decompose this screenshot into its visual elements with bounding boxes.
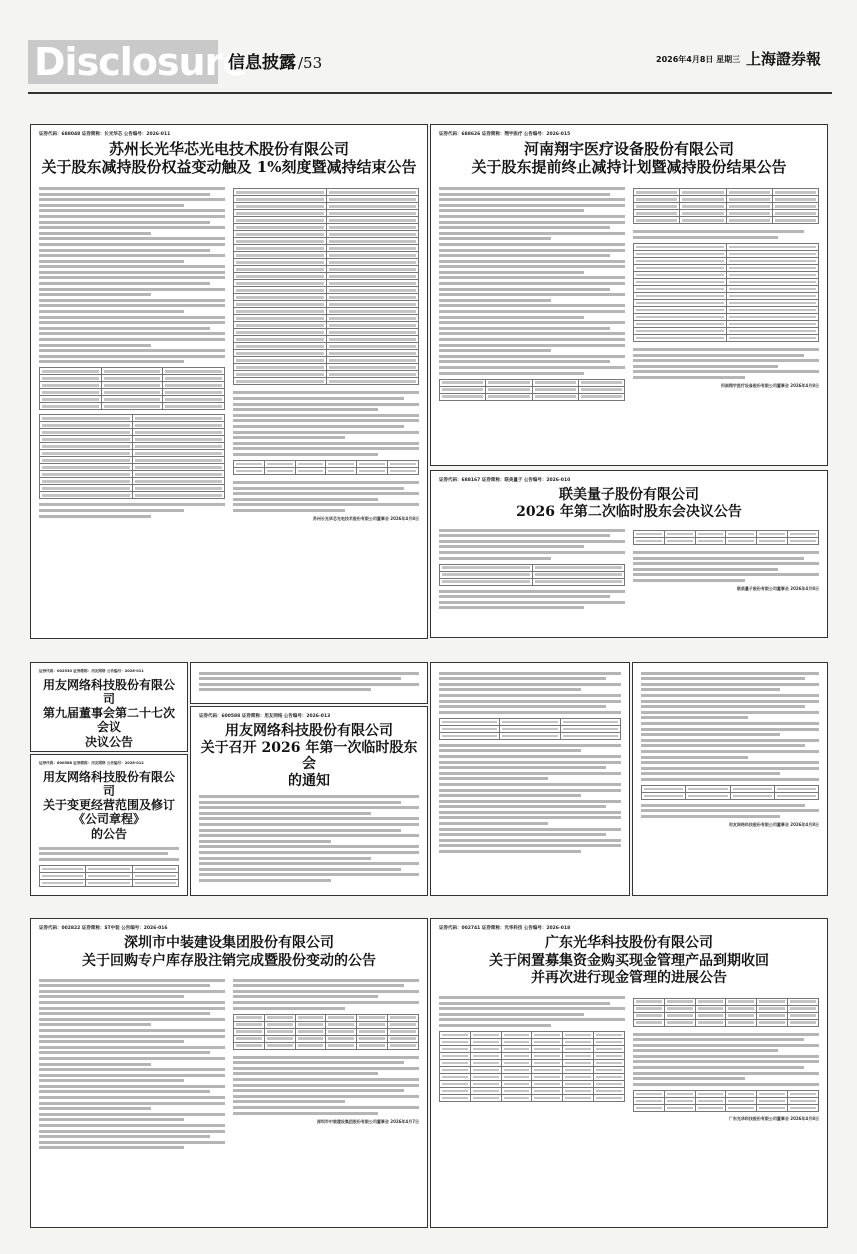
- announcement-title-line2: 的公告: [90, 826, 127, 841]
- voting-table: [633, 530, 819, 545]
- announcement-meta: 证券代码：002530 证券简称：用友网络 公告编号：2026-011: [39, 669, 144, 673]
- announcement-yonyou-charter: [30, 754, 188, 896]
- announcement-body: [39, 847, 179, 887]
- announcement-meeting-continued: [430, 662, 630, 896]
- announcement-notes: [233, 979, 419, 1010]
- announcement-signature: 河南翔宇医疗设备股份有限公司董事会 2026年4月8日: [720, 382, 819, 388]
- announcement-meta: 证券代码：600588 证券简称：用友网络 公告编号：2026-013: [199, 714, 331, 719]
- disclosure-logo: [28, 40, 248, 84]
- section-name: 信息披露: [228, 53, 296, 73]
- holder-concerted-table: [633, 188, 819, 224]
- announcement-title: 关于召开 2026 年第一次临时股东会: [200, 739, 418, 773]
- wealth-product-table: [439, 1031, 625, 1102]
- announcement-body: [641, 672, 819, 829]
- announcement-company: 联美量子股份有限公司: [559, 487, 699, 503]
- announcement-title: 关于闲置募集资金购买现金管理产品到期收回: [489, 952, 769, 969]
- announcement-company: 用友网络科技股份有限公司: [42, 770, 175, 799]
- holder-table: [439, 379, 625, 401]
- announcement-notes: [633, 551, 819, 582]
- announcement-title: 第九届董事会第二十七次会议: [42, 706, 175, 735]
- announcement-body: [39, 976, 225, 1152]
- announcement-closing: [633, 348, 819, 379]
- announcement-yonyou-continued: [190, 662, 428, 704]
- announcement-company: 深圳市中装建设集团股份有限公司: [124, 935, 334, 951]
- announcement-meta: 证券代码：600588 证券简称：用友网络 公告编号：2026-012: [39, 761, 144, 765]
- cumulative-table: [633, 1090, 819, 1112]
- announcement-body: [439, 672, 621, 853]
- announcement-zhongzhuang: [30, 918, 428, 1228]
- announcement-body: [439, 184, 625, 404]
- announcement-signature: 联美量子股份有限公司董事会 2026年4月8日: [736, 586, 819, 591]
- announcement-meta: 证券代码：688626 证券简称：翔宇医疗 公告编号：2026-015: [439, 132, 571, 137]
- announcement-company: 苏州长光华芯光电技术股份有限公司: [108, 140, 349, 158]
- announcement-title-line2: 决议公告: [84, 734, 133, 749]
- announcement-company: 河南翔宇医疗设备股份有限公司: [523, 140, 734, 158]
- announcement-signature: 广东光华科技股份有限公司董事会 2026年4月8日: [728, 1115, 819, 1121]
- announcement-changguang: [30, 124, 428, 639]
- announcement-notes: [633, 230, 819, 239]
- section-title: [228, 48, 322, 73]
- newspaper-name: 上海證券報: [746, 50, 822, 68]
- announcement-closing: [233, 1056, 419, 1115]
- announcement-body: [199, 672, 419, 692]
- announcement-company: 用友网络科技股份有限公司: [225, 723, 393, 739]
- announcement-body: [39, 184, 225, 522]
- announcement-title: 关于回购专户库存股注销完成暨股份变动的公告: [82, 952, 376, 969]
- announcement-company: 广东光华科技股份有限公司: [545, 935, 713, 951]
- announcement-tables-right: [633, 994, 819, 1122]
- announcement-lianmei: [430, 470, 828, 638]
- announcement-title: 2026 年第二次临时股东会决议公告: [516, 503, 742, 520]
- announcement-title: 关于股东提前终止减持计划暨减持股份结果公告: [471, 157, 787, 176]
- announcement-notes: [633, 1033, 819, 1086]
- announcement-meta: 证券代码：002822 证券简称：ST中装 公告编号：2026-016: [39, 926, 168, 931]
- share-structure-table: [233, 1014, 419, 1050]
- announcement-meta: 证券代码：688167 证券简称：联美量子 公告编号：2026-010: [439, 478, 571, 483]
- attendance-table: [439, 564, 625, 586]
- masthead-rule: [28, 92, 832, 94]
- announcement-tables-right: [633, 184, 819, 404]
- announcement-guanghua: [430, 918, 828, 1228]
- announcement-title: 关于变更经营范围及修订《公司章程》: [42, 798, 175, 827]
- announcement-body: [439, 526, 625, 612]
- announcement-closing: [233, 481, 419, 512]
- announcement-company: 用友网络科技股份有限公司: [42, 678, 175, 707]
- reduction-detail-table: [233, 188, 419, 385]
- announcement-notes: [233, 391, 419, 456]
- shareholder-info-table: [39, 414, 225, 499]
- announcement-meta: 证券代码：002741 证券简称：光华科技 公告编号：2026-018: [439, 926, 571, 931]
- announcement-xiangyu: [430, 124, 828, 466]
- redemption-table: [633, 998, 819, 1027]
- announcement-signature: 苏州长光华芯光电技术股份有限公司董事会 2026年4月8日: [312, 515, 419, 521]
- announcement-tables-right: [633, 526, 819, 612]
- announcement-meeting-appendix: [632, 662, 828, 896]
- announcement-tables-right: [233, 976, 419, 1152]
- proxy-table: [641, 785, 819, 800]
- announcement-yonyou-board: [30, 662, 188, 752]
- shareholding-table: [39, 367, 225, 410]
- masthead: [0, 0, 857, 100]
- announcement-title: 关于股东减持股份权益变动触及 1%刻度暨减持结束公告: [41, 157, 417, 176]
- announcement-signature: 用友网络科技股份有限公司董事会 2026年4月8日: [728, 822, 819, 828]
- logo-text: Disclosure: [34, 40, 248, 84]
- issue-date: 2026年4月8日 星期三: [656, 55, 741, 64]
- reduction-result-table: [633, 243, 819, 342]
- plan-compare-table: [233, 460, 419, 475]
- page-number: /53: [298, 54, 323, 72]
- announcement-title-line2: 的通知: [288, 772, 330, 789]
- proposal-table: [439, 718, 621, 740]
- announcement-signature: 深圳市中装建设集团股份有限公司董事会 2026年4月7日: [316, 1118, 419, 1124]
- announcement-tables-right: [233, 184, 419, 522]
- announcement-yonyou-meeting: [190, 706, 428, 896]
- announcement-body: [439, 994, 625, 1122]
- announcement-body: [199, 795, 419, 882]
- announcement-title-line2: 并再次进行现金管理的进展公告: [531, 970, 727, 986]
- announcement-meta: 证券代码：688048 证券简称：长光华芯 公告编号：2026-011: [39, 132, 171, 137]
- charter-compare-table: [39, 865, 179, 887]
